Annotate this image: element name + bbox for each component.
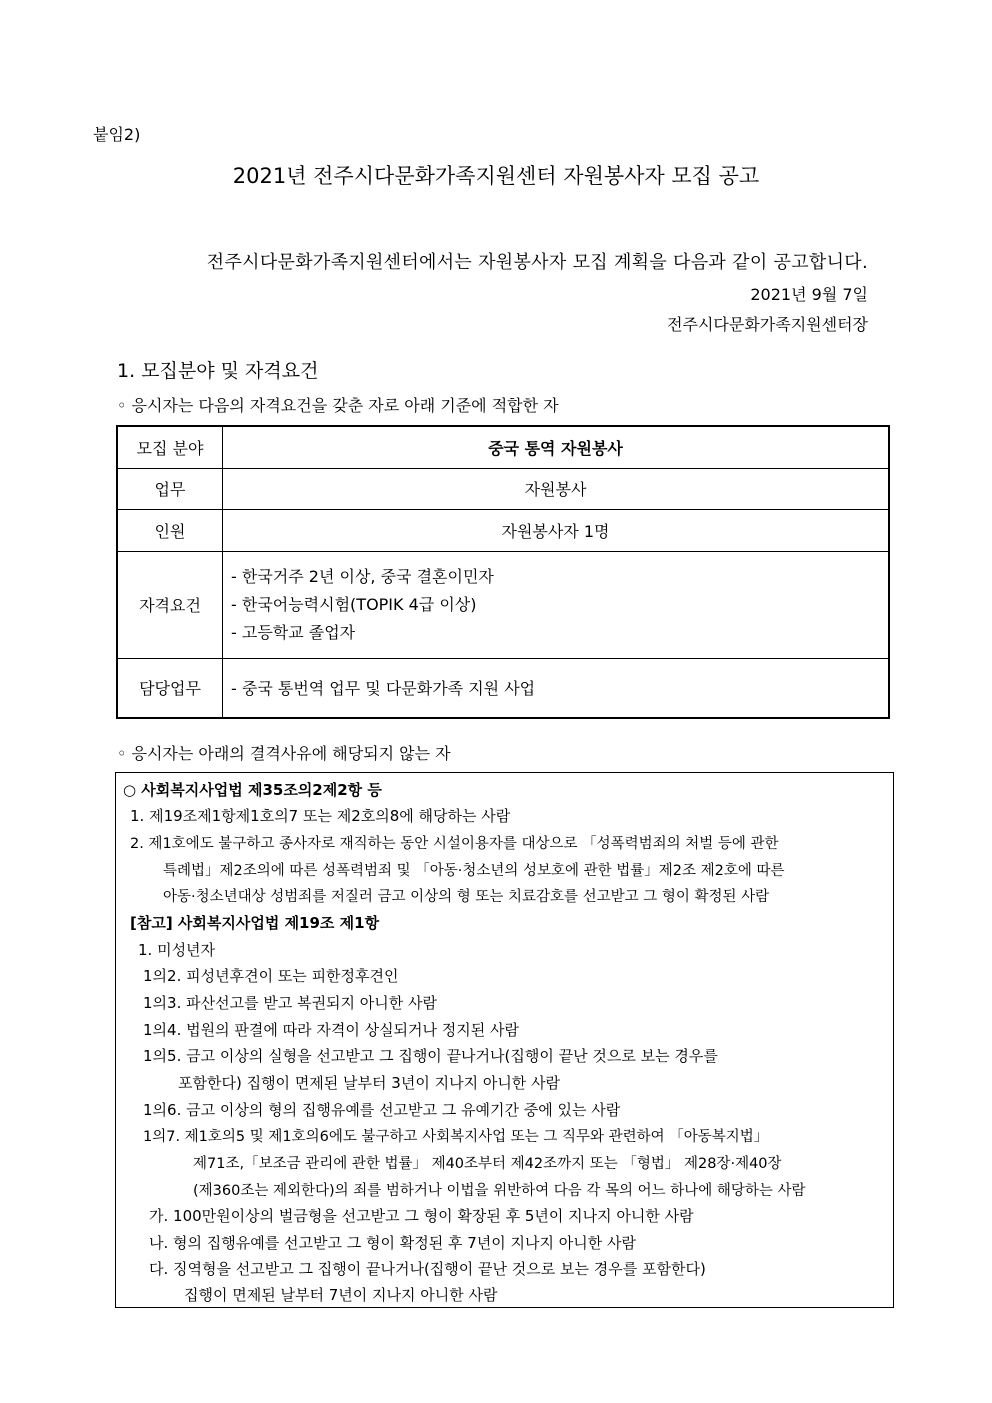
reference-subitem: 나. 형의 집행유예를 선고받고 그 형이 확정된 후 7년이 지나지 아니한 사람 [149, 1234, 636, 1252]
reference-subitem: 다. 징역형을 선고받고 그 집행이 끝나거나(집행이 끝난 것으로 보는 경우를 포함한다) [149, 1260, 706, 1278]
staff-label: 인원 [117, 509, 223, 551]
reference-item: 1의6. 금고 이상의 형의 집행유예를 선고받고 그 유예기간 중에 있는 사람 [143, 1101, 621, 1119]
duty-label: 업무 [117, 468, 223, 509]
qualification-item: - 한국어능력시험(TOPIK 4급 이상) [231, 594, 477, 614]
signature: 전주시다문화가족지원센터장 [667, 315, 868, 334]
section2-bullet: ◦ 응시자는 아래의 결격사유에 해당되지 않는 자 [117, 744, 451, 763]
reference-heading: [참고] 사회복지사업법 제19조 제1항 [130, 914, 380, 932]
reference-subitem: 가. 100만원이상의 벌금형을 선고받고 그 형이 확장된 후 5년이 지나지 아니한 사람 [149, 1207, 694, 1225]
section1-heading: 1. 모집분야 및 자격요건 [117, 360, 319, 382]
reference-item: 1의3. 파산선고를 받고 복권되지 아니한 사람 [143, 994, 438, 1012]
disqualification-heading: ○ 사회복지사업법 제35조의2제2항 등 [123, 781, 382, 799]
announcement-date: 2021년 9월 7일 [750, 285, 868, 304]
disqualification-item: 2. 제1호에도 불구하고 종사자로 재직하는 동안 시설이용자를 대상으로 「성폭력범죄의 처벌 등에 관한 [130, 836, 779, 852]
qualification-item: - 고등학교 졸업자 [231, 622, 356, 642]
section1-bullet: ◦ 응시자는 다음의 자격요건을 갖춘 자로 아래 기준에 적합한 자 [117, 396, 559, 415]
qualification-list [223, 551, 890, 658]
table-row [117, 468, 889, 509]
field-value: 중국 통역 자원봉사 [223, 426, 890, 468]
reference-item: 1의5. 금고 이상의 실형을 선고받고 그 집행이 끝나거나(집행이 끝난 것으로 보는 경우를 [143, 1047, 718, 1065]
field-label: 모집 분야 [117, 426, 223, 468]
task-label: 담당업무 [117, 658, 223, 718]
intro-text: 전주시다문화가족지원센터에서는 자원봉사자 모집 계획을 다음과 같이 공고합니다. [206, 252, 868, 273]
reference-item-cont: 포함한다) 집행이 면제된 날부터 3년이 지나지 아니한 사람 [178, 1074, 561, 1092]
qualification-item: - 한국거주 2년 이상, 중국 결혼이민자 [231, 566, 494, 586]
disqualification-item-cont: 아동·청소년대상 성범죄를 저질러 금고 이상의 형 또는 치료감호를 선고받고 그 형이 확정된 사람 [163, 889, 770, 905]
document-title: 2021년 전주시다문화가족지원센터 자원봉사자 모집 공고 [232, 164, 760, 188]
duty-value: 자원봉사 [223, 468, 890, 509]
table-row [117, 426, 889, 468]
reference-item: 1. 미성년자 [138, 941, 216, 959]
reference-subitem-cont: 집행이 면제된 날부터 7년이 지나지 아니한 사람 [184, 1286, 498, 1304]
table-row [117, 509, 889, 551]
reference-item-cont: (제360조는 제외한다)의 죄를 범하거나 이법을 위반하여 다음 각 목의 어느 하나에 해당하는 사람 [193, 1183, 806, 1199]
requirements-table [116, 425, 890, 719]
reference-item: 1의2. 피성년후견이 또는 피한정후견인 [143, 967, 399, 985]
qualification-label: 자격요건 [117, 551, 223, 658]
disqualification-item-cont: 특례법」제2조의에 따른 성폭력범죄 및 「아동·청소년의 성보호에 관한 법률」제2조 제2호에 따른 [163, 863, 785, 879]
attachment-label: 붙임2) [93, 125, 141, 144]
task-value: - 중국 통번역 업무 및 다문화가족 지원 사업 [223, 658, 890, 718]
reference-item: 1의7. 제1호의5 및 제1호의6에도 불구하고 사회복지사업 또는 그 직무와 관련하여 「아동복지법」 [143, 1129, 769, 1145]
disqualification-item: 1. 제19조제1항제1호의7 또는 제2호의8에 해당하는 사람 [130, 807, 511, 825]
reference-item-cont: 제71조,「보조금 관리에 관한 법률」 제40조부터 제42조까지 또는 「형법」 제28장·제40장 [193, 1156, 782, 1172]
staff-value: 자원봉사자 1명 [223, 509, 890, 551]
reference-item: 1의4. 법원의 판결에 따라 자격이 상실되거나 정지된 사람 [143, 1021, 520, 1039]
disqualification-box [115, 772, 894, 1308]
table-row [117, 658, 889, 718]
table-row [117, 551, 889, 658]
